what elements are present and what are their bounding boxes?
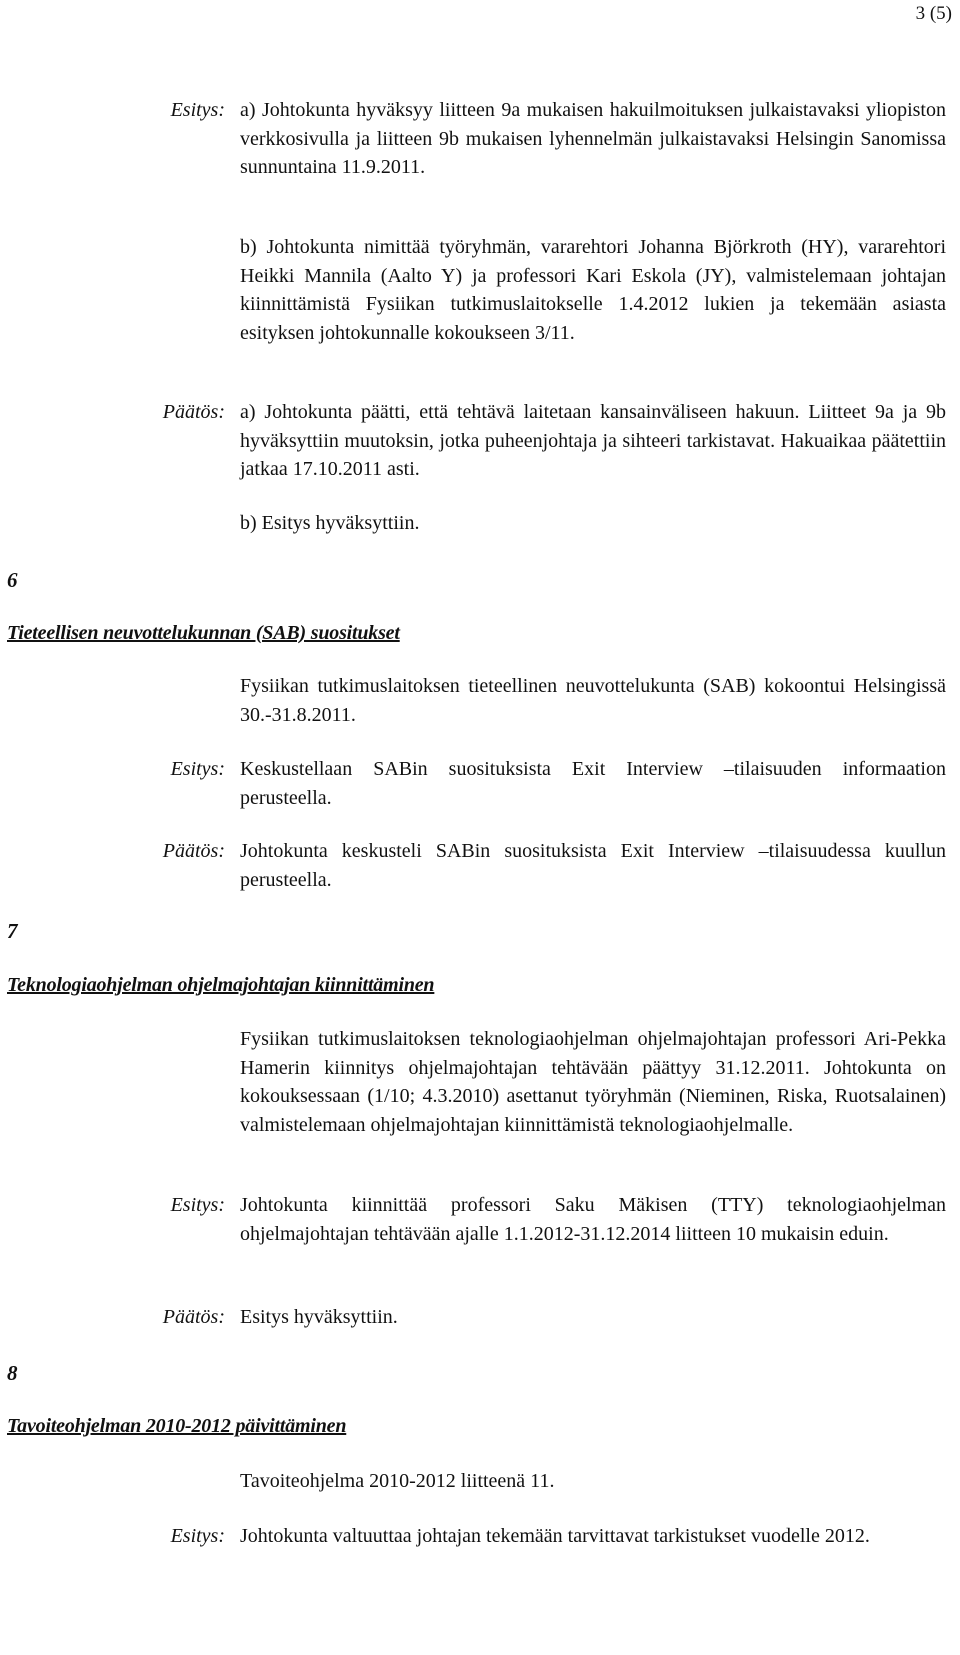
section-7-number: 7 [7, 919, 18, 943]
section-7-paatos-text: Esitys hyväksyttiin. [240, 1306, 398, 1328]
section-8-esitys-text: Johtokunta valtuuttaa johtajan tekemään tarvittavat tarkistukset vuodelle 2012. [240, 1525, 870, 1547]
section-8-number: 8 [7, 1361, 18, 1385]
section-7-intro: Fysiikan tutkimuslaitoksen teknologiaohjelman ohjelmajohtajan professori Ari-Pekka Hamerin kiinnitys ohjelmajohtajan tehtävään päättyy 31.12.2011. Johtokunta on kokouksessaan (1/10; 4.3.2010) asettanut työryhmän (Nieminen, Riska, Ruotsalainen) valmistelemaan ohjelmajohtajan kiinnittämistä teknologiaohjelmalle. [240, 1028, 946, 1136]
section-8-intro: Tavoiteohjelma 2010-2012 liitteenä 11. [240, 1470, 555, 1492]
esitys-b-text: b) Johtokunta nimittää työryhmän, vararehtori Johanna Björkroth (HY), vararehtori Heikki Mannila (Aalto Y) ja professori Kari Eskola (JY), valmistelemaan johtajan kiinnittämistä Fysiikan tutkimuslaitokselle 1.4.2012 lukien ja tekemään asiasta esityksen johtokunnalle kokoukseen 3/11. [240, 236, 946, 344]
esitys-a-text: a) Johtokunta hyväksyy liitteen 9a mukaisen hakuilmoituksen julkaistavaksi yliopiston verkkosivulla ja liitteen 9b mukaisen lyhennelmän julkaistavaksi Helsingin Sanomissa sunnuntaina 11.9.2011. [240, 99, 946, 178]
esitys-label: Esitys: [170, 1194, 225, 1216]
esitys-label: Esitys: [170, 1525, 225, 1547]
paatos-a-text: a) Johtokunta päätti, että tehtävä laitetaan kansainväliseen hakuun. Liitteet 9a ja 9b hyväksyttiin muutoksin, jotka puheenjohtaja ja sihteeri tarkistavat. Hakuaikaa päätettiin jatkaa 17.10.2011 asti. [240, 401, 946, 480]
section-6-intro: Fysiikan tutkimuslaitoksen tieteellinen neuvottelukunta (SAB) kokoontui Helsingissä 30.-31.8.2011. [240, 675, 946, 726]
paatos-label: Päätös: [162, 840, 225, 862]
section-6-number: 6 [7, 568, 18, 592]
paatos-label: Päätös: [162, 401, 225, 423]
section-6-paatos-text: Johtokunta keskusteli SABin suosituksista Exit Interview –tilaisuudessa kuullun perusteella. [240, 840, 946, 891]
esitys-label: Esitys: [170, 99, 225, 121]
paatos-b-text: b) Esitys hyväksyttiin. [240, 512, 420, 534]
section-7-title: Teknologiaohjelman ohjelmajohtajan kiinnittäminen [7, 974, 435, 996]
section-6-title: Tieteellisen neuvottelukunnan (SAB) suositukset [7, 622, 400, 644]
section-6-esitys-text: Keskustellaan SABin suosituksista Exit Interview –tilaisuuden informaation perusteella. [240, 758, 946, 809]
paatos-label: Päätös: [162, 1306, 225, 1328]
esitys-label: Esitys: [170, 758, 225, 780]
section-8-title: Tavoiteohjelman 2010-2012 päivittäminen [7, 1415, 347, 1437]
section-7-esitys-text: Johtokunta kiinnittää professori Saku Mäkisen (TTY) teknologiaohjelman ohjelmajohtajan tehtävään ajalle 1.1.2012-31.12.2014 liitteen 10 mukaisin eduin. [240, 1194, 946, 1245]
page-number: 3 (5) [915, 3, 952, 24]
